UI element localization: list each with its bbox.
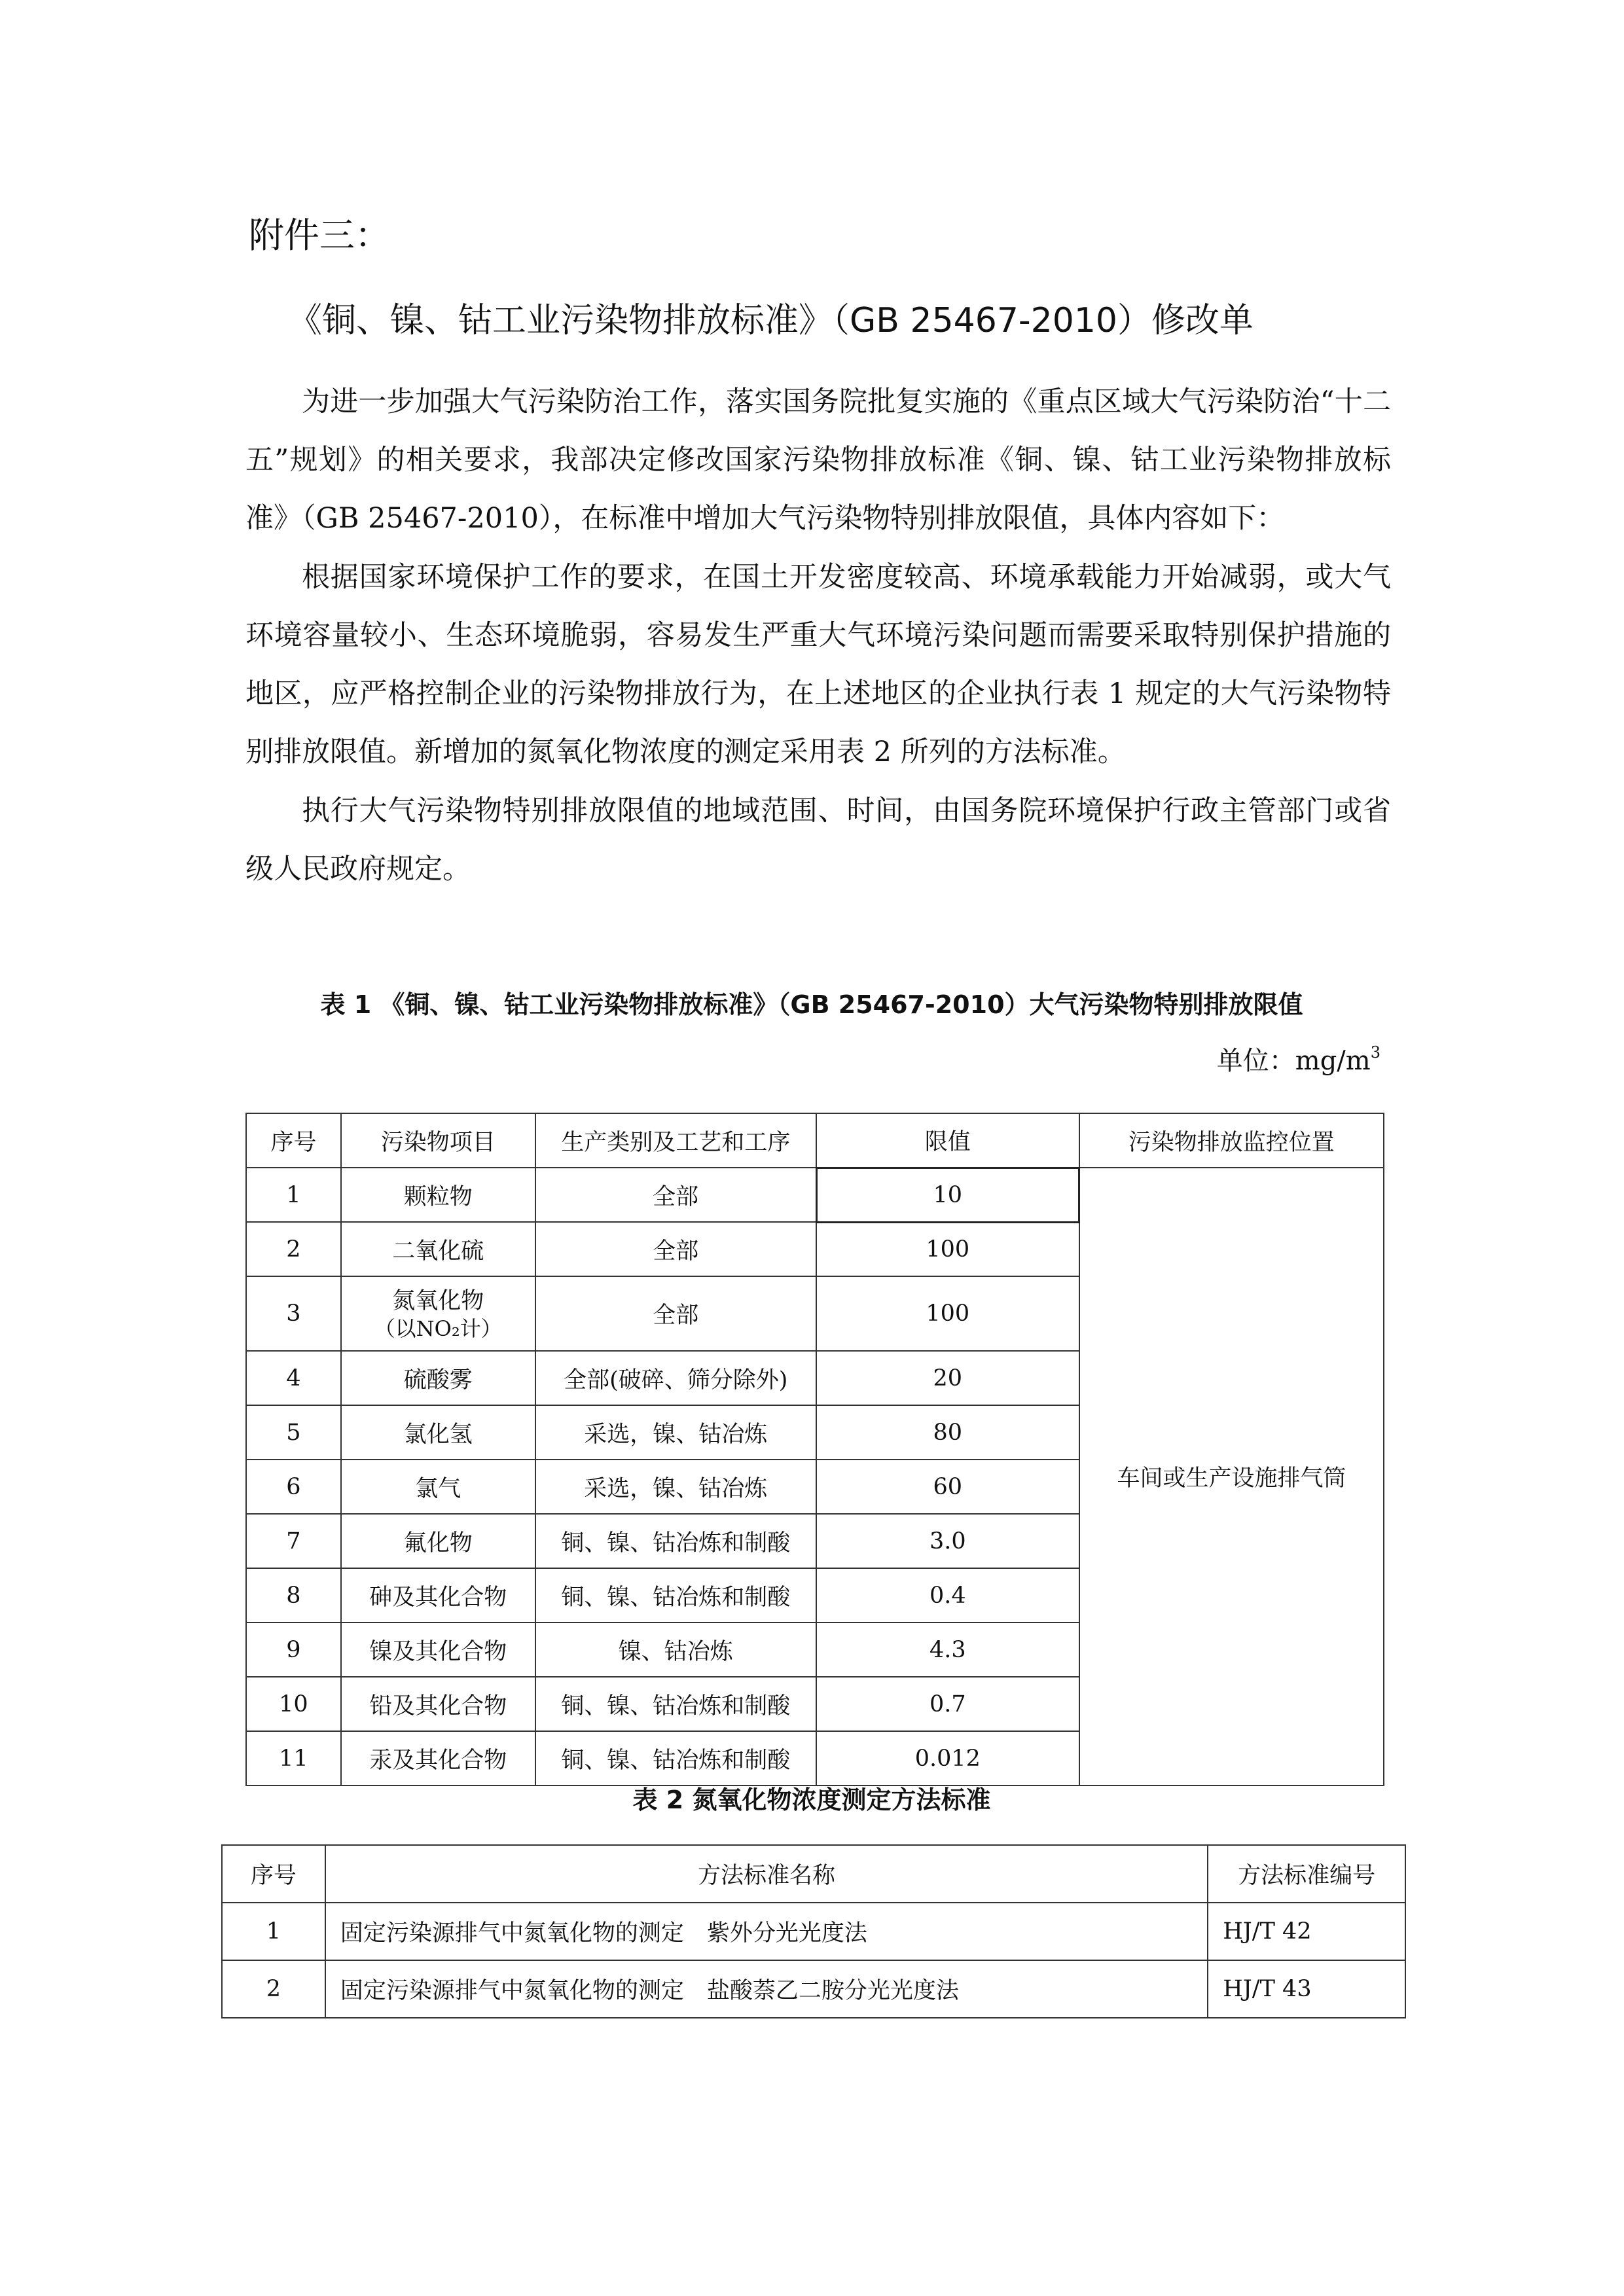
row-process: 全部 [535,1276,816,1351]
row-no: 7 [246,1514,341,1568]
row-pollutant: 二氧化硫 [341,1222,535,1276]
row-method-name: 固定污染源排气中氮氧化物的测定 盐酸萘乙二胺分光光度法 [325,1960,1208,2018]
row-limit: 100 [816,1276,1079,1351]
paragraph-requirements: 根据国家环境保护工作的要求，在国土开发密度较高、环境承载能力开始减弱，或大气环境容量较小、生态环境脆弱，容易发生严重大气环境污染问题而需要采取特别保护措施的地区，应严格控制企业的污染物排放行为，在上述地区的企业执行表 1 规定的大气污染物特别排放限值。新增加的氮氧化物浓度的测定采用表 2 所列的方法标准。 [245,561,1391,768]
row-no: 10 [246,1677,341,1731]
row-pollutant: 氮氧化物 [392,1288,484,1314]
attachment-label: 附件三： [249,215,390,256]
unit-text: 单位：mg/m [1216,1046,1371,1076]
row-no: 1 [222,1903,325,1960]
row-no: 2 [222,1960,325,2018]
row-process: 采选，镍、钴冶炼 [535,1460,816,1514]
row-limit: 80 [816,1405,1079,1460]
row-limit: 20 [816,1351,1079,1405]
table-header-row [222,1845,1405,1903]
table-row [246,1168,1384,1222]
row-process: 全部 [535,1168,816,1222]
document-title: 《铜、镍、钴工业污染物排放标准》（GB 25467-2010）修改单 [288,301,1254,340]
header-process: 生产类别及工艺和工序 [535,1113,816,1168]
row-limit: 4.3 [816,1623,1079,1677]
row-pollutant: 汞及其化合物 [341,1731,535,1785]
row-process: 铜、镍、钴冶炼和制酸 [535,1677,816,1731]
row-pollutant: 硫酸雾 [341,1351,535,1405]
row-limit: 10 [816,1168,1079,1222]
row-limit: 0.4 [816,1568,1079,1623]
row-pollutant: 铅及其化合物 [341,1677,535,1731]
row-no: 6 [246,1460,341,1514]
row-pollutant-cell [341,1276,535,1351]
header-pollutant: 污染物项目 [341,1113,535,1168]
paragraph-scope: 执行大气污染物特别排放限值的地域范围、时间，由国务院环境保护行政主管部门或省级人民政府规定。 [245,795,1391,886]
row-pollutant: 镍及其化合物 [341,1623,535,1677]
header-no: 序号 [246,1113,341,1168]
row-pollutant: 氯化氢 [341,1405,535,1460]
paragraph-intro: 为进一步加强大气污染防治工作，落实国务院批复实施的《重点区域大气污染防治“十二五”规划》的相关要求，我部决定修改国家污染物排放标准《铜、镍、钴工业污染物排放标准》（GB 25467-2010），在标准中增加大气污染物特别排放限值，具体内容如下： [245,386,1391,535]
header-method-code: 方法标准编号 [1208,1845,1405,1903]
row-process: 全部(破碎、筛分除外) [535,1351,816,1405]
row-pollutant: 颗粒物 [341,1168,535,1222]
row-pollutant-note: （以NO₂计） [374,1316,502,1341]
row-method-code: HJ/T 43 [1208,1960,1405,2018]
table-row [222,1960,1405,2018]
row-process: 铜、镍、钴冶炼和制酸 [535,1568,816,1623]
row-no: 5 [246,1405,341,1460]
row-no: 2 [246,1222,341,1276]
monitoring-location-cell: 车间或生产设施排气筒 [1079,1168,1384,1785]
row-pollutant: 氯气 [341,1460,535,1514]
table1-caption: 表 1 《铜、镍、钴工业污染物排放标准》（GB 25467-2010）大气污染物特别排放限值 [320,990,1303,1019]
header-no: 序号 [222,1845,325,1903]
table2-caption: 表 2 氮氧化物浓度测定方法标准 [632,1785,991,1814]
row-no: 8 [246,1568,341,1623]
row-no: 1 [246,1168,341,1222]
header-method-name: 方法标准名称 [325,1845,1208,1903]
row-no: 11 [246,1731,341,1785]
row-process: 镍、钴冶炼 [535,1623,816,1677]
row-process: 铜、镍、钴冶炼和制酸 [535,1514,816,1568]
row-limit: 3.0 [816,1514,1079,1568]
row-limit: 0.012 [816,1731,1079,1785]
row-process: 全部 [535,1222,816,1276]
row-pollutant: 砷及其化合物 [341,1568,535,1623]
row-no: 3 [246,1276,341,1351]
table-header-row [246,1113,1384,1168]
row-process: 采选，镍、钴冶炼 [535,1405,816,1460]
table-row [222,1903,1405,1960]
row-method-code: HJ/T 42 [1208,1903,1405,1960]
unit-exponent: 3 [1370,1043,1380,1062]
row-no: 4 [246,1351,341,1405]
header-monitoring-location: 污染物排放监控位置 [1079,1113,1384,1168]
emission-limits-table [245,1113,1384,1786]
table1-unit [1217,1033,1380,1081]
row-no: 9 [246,1623,341,1677]
header-limit: 限值 [816,1113,1079,1168]
row-limit: 60 [816,1460,1079,1514]
row-process: 铜、镍、钴冶炼和制酸 [535,1731,816,1785]
row-limit: 100 [816,1222,1079,1276]
method-standards-table [221,1844,1406,2018]
row-limit: 0.7 [816,1677,1079,1731]
row-method-name: 固定污染源排气中氮氧化物的测定 紫外分光光度法 [325,1903,1208,1960]
row-pollutant: 氟化物 [341,1514,535,1568]
